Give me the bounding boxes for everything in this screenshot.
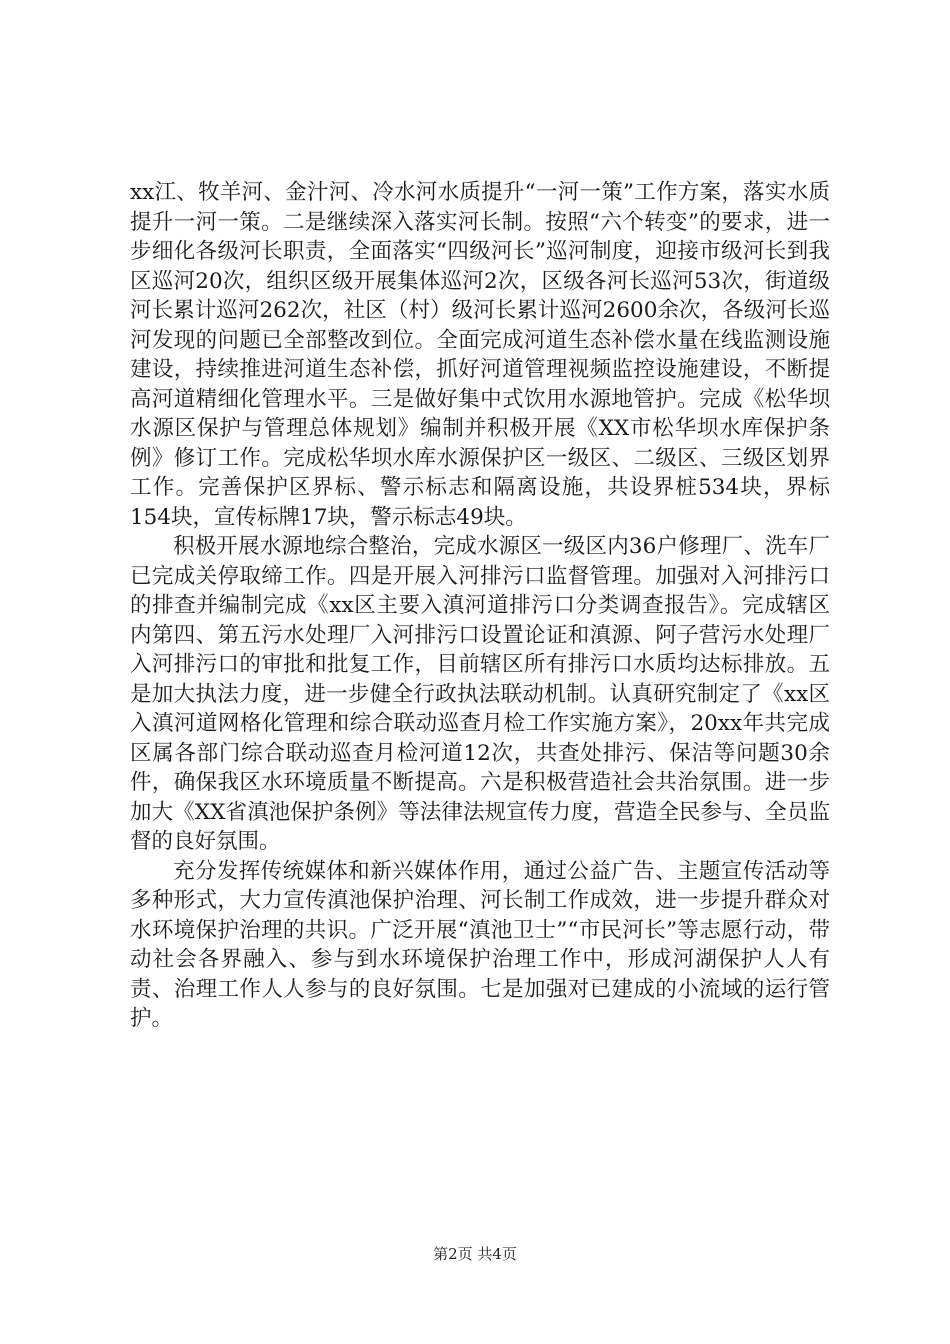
paragraph: 充分发挥传统媒体和新兴媒体作用，通过公益广告、主题宣传活动等多种形式，大力宣传滇池保护治理、河长制工作成效，进一步提升群众对水环境保护治理的共识。广泛开展“滇池卫士”“市民河长”等志愿行动，带动社会各界融入、参与到水环境保护治理工作中，形成河湖保护人人有责、治理工作人人参与的良好氛围。七是加强对已建成的小流域的运行管护。 bbox=[130, 858, 830, 1031]
page-number-footer: 第2页 共4页 bbox=[433, 1245, 517, 1263]
paragraph: 积极开展水源地综合整治，完成水源区一级区内36户修理厂、洗车厂已完成关停取缔工作。四是开展入河排污口监督管理。加强对入河排污口的排查并编制完成《xx区主要入滇河道排污口分类调查报告》。完成辖区内第四、第五污水处理厂入河排污口设置论证和滇源、阿子营污水处理厂入河排污口的审批和批复工作，目前辖区所有排污口水质均达标排放。五是加大执法力度，进一步健全行政执法联动机制。认真研究制定了《xx区入滇河道网格化管理和综合联动巡查月检工作实施方案》，20xx年共完成区属各部门综合联动巡查月检河道12次，共查处排污、保洁等问题30余件，确保我区水环境质量不断提高。六是积极营造社会共治氛围。进一步加大《XX省滇池保护条例》等法律法规宣传力度，营造全民参与、全员监督的良好氛围。 bbox=[130, 534, 830, 854]
document-body bbox=[130, 178, 830, 1034]
paragraph: xx江、牧羊河、金汁河、冷水河水质提升“一河一策”工作方案，落实水质提升一河一策。二是继续深入落实河长制。按照“六个转变”的要求，进一步细化各级河长职责，全面落实“四级河长”巡河制度，迎接市级河长到我区巡河20次，组织区级开展集体巡河2次，区级各河长巡河53次，街道级河长累计巡河262次，社区（村）级河长累计巡河2600余次，各级河长巡河发现的问题已全部整改到位。全面完成河道生态补偿水量在线监测设施建设，持续推进河道生态补偿，抓好河道管理视频监控设施建设，不断提高河道精细化管理水平。三是做好集中式饮用水源地管护。完成《松华坝水源区保护与管理总体规划》编制并积极开展《XX市松华坝水库保护条例》修订工作。完成松华坝水库水源保护区一级区、二级区、三级区划界工作。完善保护区界标、警示标志和隔离设施，共设界桩534块，界标154块，宣传标牌17块，警示标志49块。 bbox=[130, 180, 830, 530]
